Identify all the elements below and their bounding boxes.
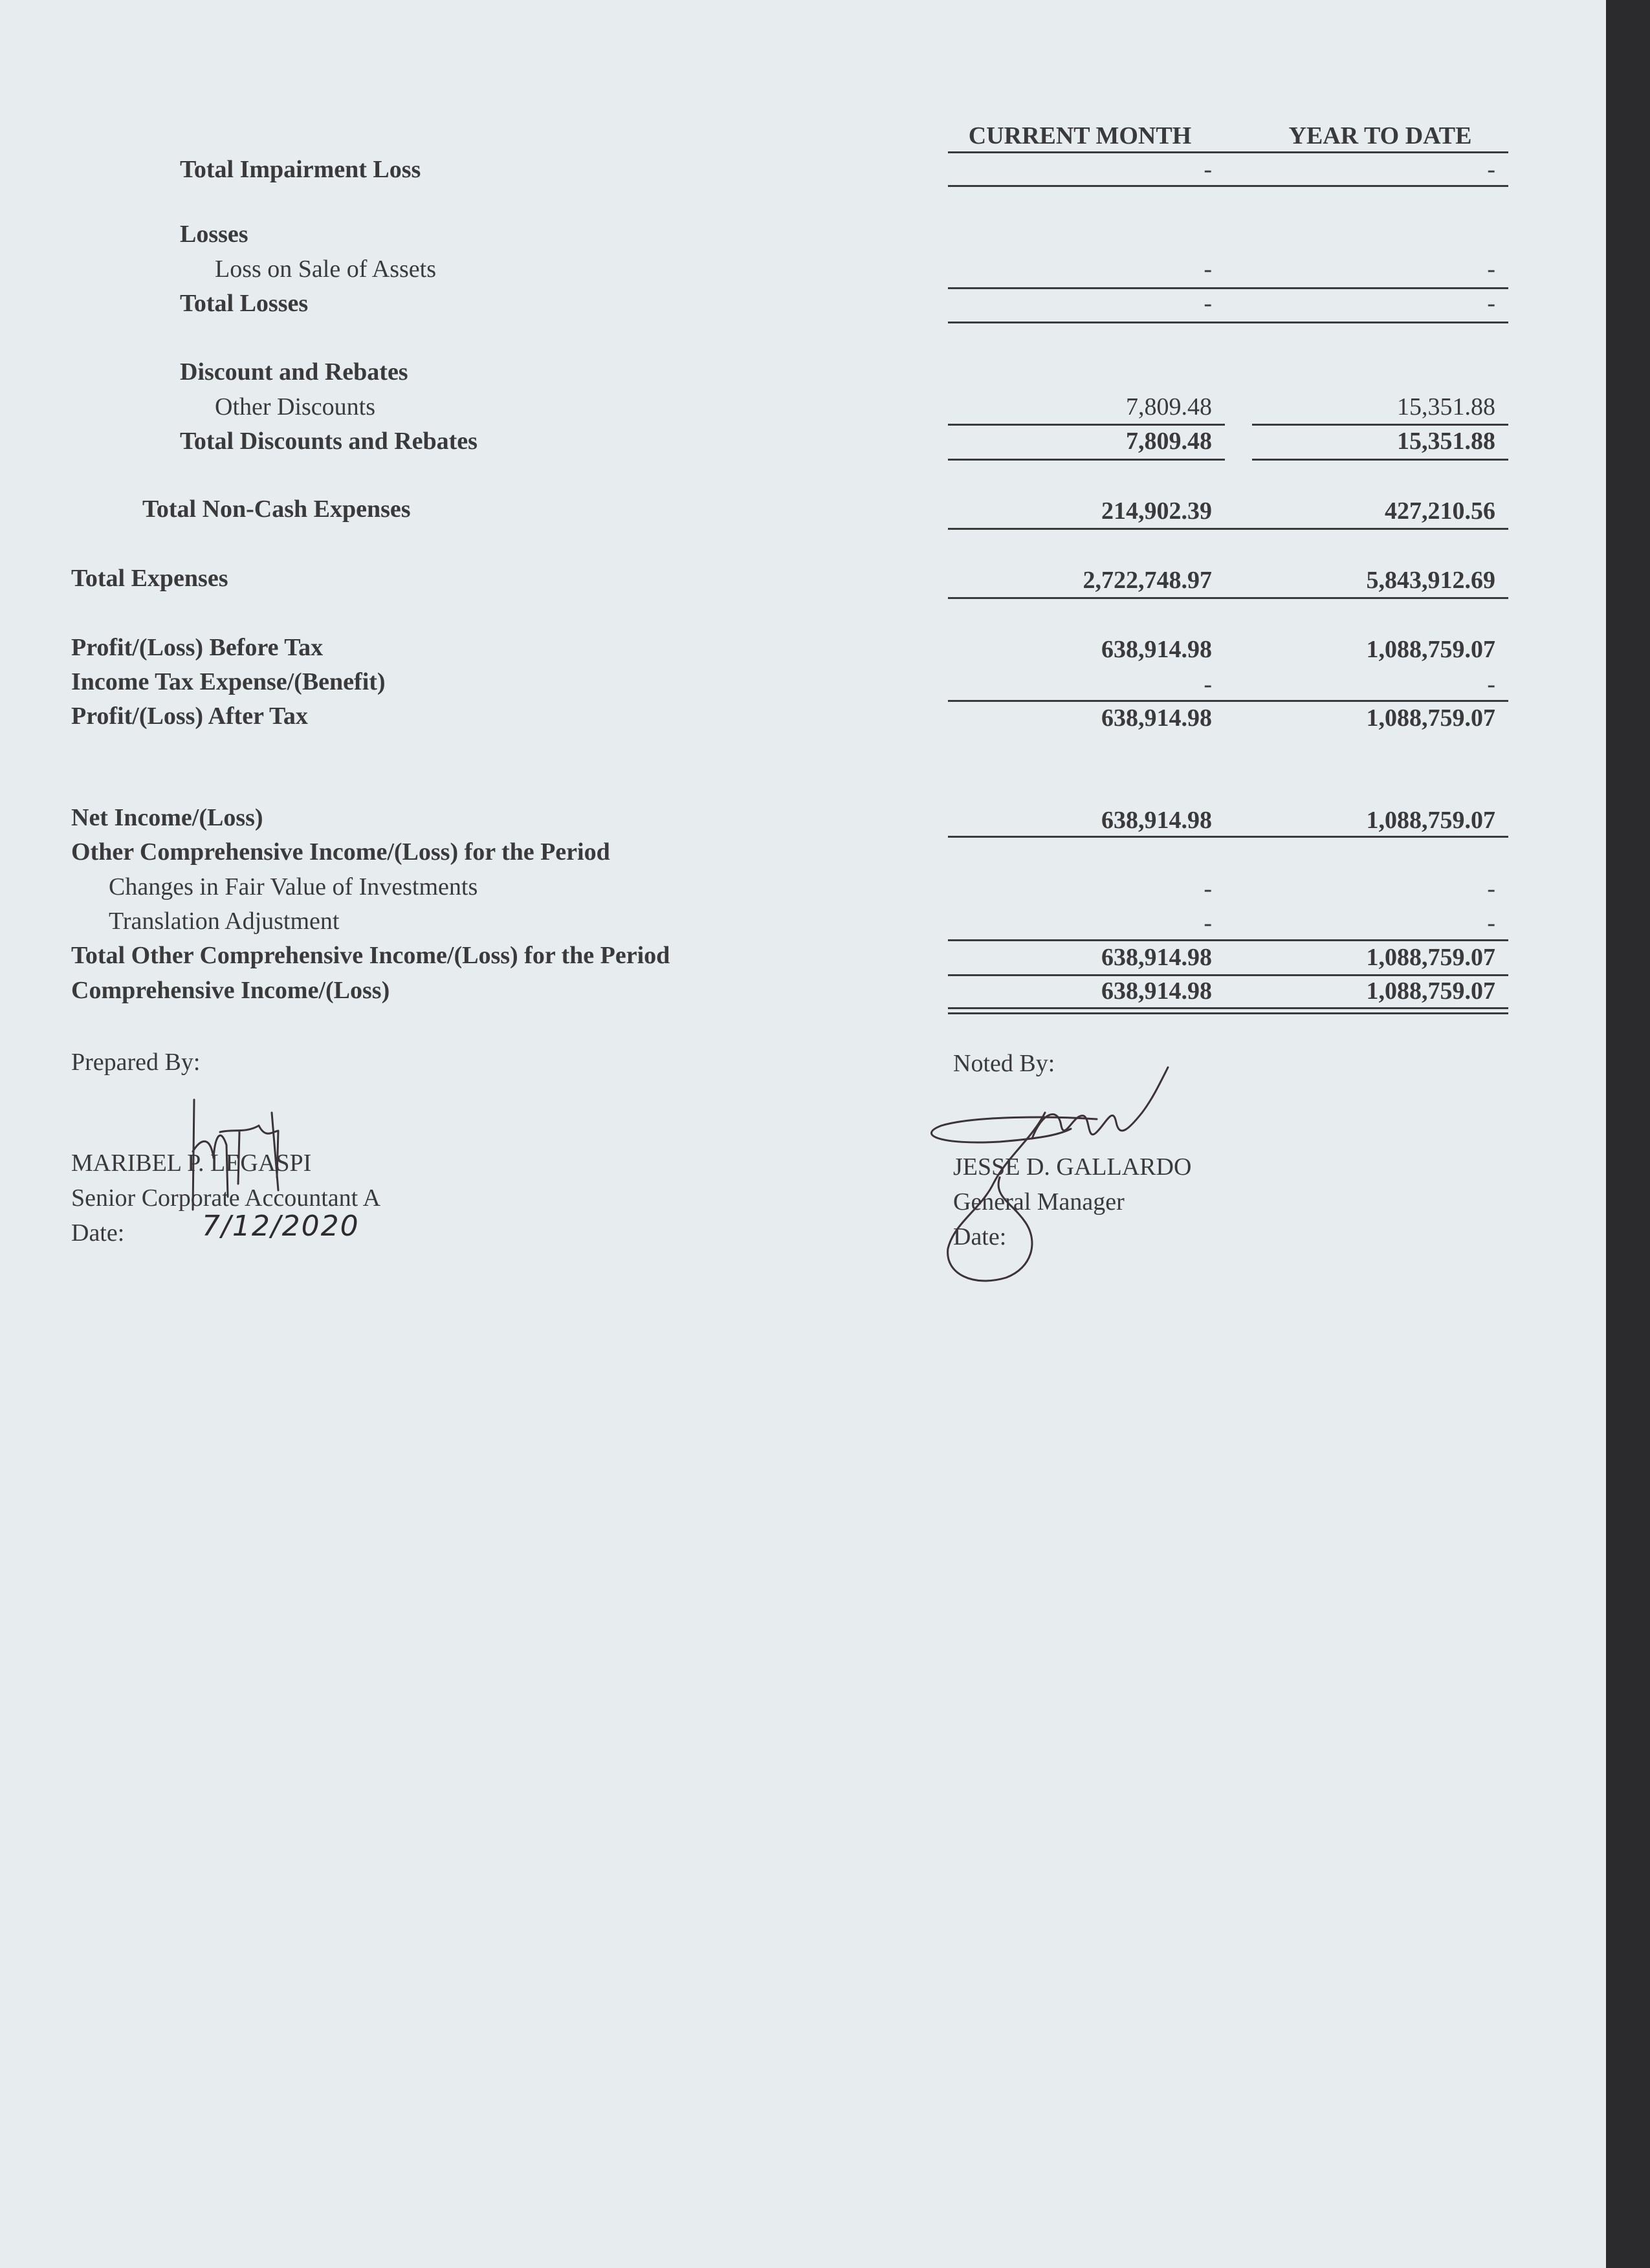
value-ytd-other-discounts: 15,351.88 xyxy=(1397,393,1495,420)
double-rule-bottom xyxy=(948,1012,1508,1014)
value-ytd-total-losses: - xyxy=(1487,290,1495,317)
rule-cm-total-discounts xyxy=(948,459,1225,461)
value-ytd-total-discounts: 15,351.88 xyxy=(1397,428,1495,455)
row-label-fair-value: Changes in Fair Value of Investments xyxy=(109,873,478,900)
rule-total-expenses xyxy=(948,597,1508,599)
header-underline xyxy=(948,151,1508,153)
value-cm-profit-before-tax: 638,914.98 xyxy=(1101,636,1212,663)
value-ytd-translation: - xyxy=(1487,910,1495,937)
value-ytd-comprehensive-income: 1,088,759.07 xyxy=(1366,977,1495,1005)
row-label-comprehensive-income: Comprehensive Income/(Loss) xyxy=(71,977,390,1004)
row-label-total-oci: Total Other Comprehensive Income/(Loss) for the Period xyxy=(71,942,670,969)
preparer-name: MARIBEL P. LEGASPI xyxy=(71,1150,312,1177)
value-cm-total-noncash: 214,902.39 xyxy=(1101,497,1212,525)
prepared-by-label: Prepared By: xyxy=(71,1049,201,1076)
value-cm-net-income: 638,914.98 xyxy=(1101,807,1212,834)
row-label-total-discounts: Total Discounts and Rebates xyxy=(180,428,478,455)
row-label-net-income: Net Income/(Loss) xyxy=(71,804,263,831)
noter-name: JESSE D. GALLARDO xyxy=(953,1153,1192,1181)
row-label-loss-on-sale: Loss on Sale of Assets xyxy=(215,256,436,283)
row-label-total-impairment-loss: Total Impairment Loss xyxy=(180,156,421,183)
noter-title: General Manager xyxy=(953,1188,1125,1216)
value-cm-total-oci: 638,914.98 xyxy=(1101,944,1212,971)
row-label-total-expenses: Total Expenses xyxy=(71,565,228,592)
rule-income-tax xyxy=(948,700,1508,702)
rule-ytd-total-discounts xyxy=(1252,459,1508,461)
value-cm-total-discounts: 7,809.48 xyxy=(1126,428,1212,455)
value-ytd-income-tax: - xyxy=(1487,671,1495,698)
header-year-to-date: YEAR TO DATE xyxy=(1288,122,1472,149)
row-label-other-discounts: Other Discounts xyxy=(215,393,376,420)
value-cm-comprehensive-income: 638,914.98 xyxy=(1101,977,1212,1005)
value-ytd-net-income: 1,088,759.07 xyxy=(1366,807,1495,834)
rule-net-income xyxy=(948,836,1508,838)
row-label-total-noncash: Total Non-Cash Expenses xyxy=(142,496,411,523)
value-ytd-total-oci: 1,088,759.07 xyxy=(1366,944,1495,971)
section-heading-losses: Losses xyxy=(180,221,248,248)
rule-total-losses xyxy=(948,322,1508,323)
value-cm-total-expenses: 2,722,748.97 xyxy=(1083,567,1212,594)
noted-by-label: Noted By: xyxy=(953,1050,1055,1077)
value-cm-translation: - xyxy=(1204,910,1212,937)
value-ytd-fair-value: - xyxy=(1487,875,1495,902)
header-current-month: CURRENT MONTH xyxy=(968,122,1192,149)
value-cm-other-discounts: 7,809.48 xyxy=(1126,393,1212,420)
rule-ytd-other-discounts xyxy=(1252,424,1508,426)
value-cm-total-losses: - xyxy=(1204,290,1212,317)
row-label-income-tax: Income Tax Expense/(Benefit) xyxy=(71,668,386,695)
value-cm-income-tax: - xyxy=(1204,671,1212,698)
row-label-translation: Translation Adjustment xyxy=(109,908,340,935)
value-ytd-total-impairment-loss: - xyxy=(1487,156,1495,183)
double-rule-top xyxy=(948,1007,1508,1009)
row-label-profit-after-tax: Profit/(Loss) After Tax xyxy=(71,703,308,730)
value-cm-fair-value: - xyxy=(1204,875,1212,902)
section-heading-discounts: Discount and Rebates xyxy=(180,358,408,386)
preparer-signature xyxy=(175,1087,343,1255)
rule-total-noncash xyxy=(948,528,1508,530)
value-ytd-profit-before-tax: 1,088,759.07 xyxy=(1366,636,1495,663)
row-label-total-losses: Total Losses xyxy=(180,290,309,317)
noter-signature xyxy=(903,1054,1200,1300)
rule-cm-other-discounts xyxy=(948,424,1225,426)
value-ytd-profit-after-tax: 1,088,759.07 xyxy=(1366,704,1495,732)
rule-translation xyxy=(948,939,1508,941)
value-cm-profit-after-tax: 638,914.98 xyxy=(1101,704,1212,732)
scan-edge xyxy=(1606,0,1650,2268)
value-cm-total-impairment-loss: - xyxy=(1204,156,1212,183)
value-cm-loss-on-sale: - xyxy=(1204,256,1212,283)
section-heading-oci: Other Comprehensive Income/(Loss) for the Period xyxy=(71,838,610,866)
value-ytd-total-expenses: 5,843,912.69 xyxy=(1366,567,1495,594)
value-ytd-loss-on-sale: - xyxy=(1487,256,1495,283)
value-ytd-total-noncash: 427,210.56 xyxy=(1385,497,1495,525)
rule-total-impairment-loss xyxy=(948,185,1508,187)
preparer-title: Senior Corporate Accountant A xyxy=(71,1184,381,1212)
rule-total-oci xyxy=(948,974,1508,976)
preparer-handwritten-date: 7/12/2020 xyxy=(202,1210,360,1243)
noter-date-label: Date: xyxy=(953,1223,1007,1250)
preparer-date-label: Date: xyxy=(71,1219,125,1247)
row-label-profit-before-tax: Profit/(Loss) Before Tax xyxy=(71,634,324,661)
